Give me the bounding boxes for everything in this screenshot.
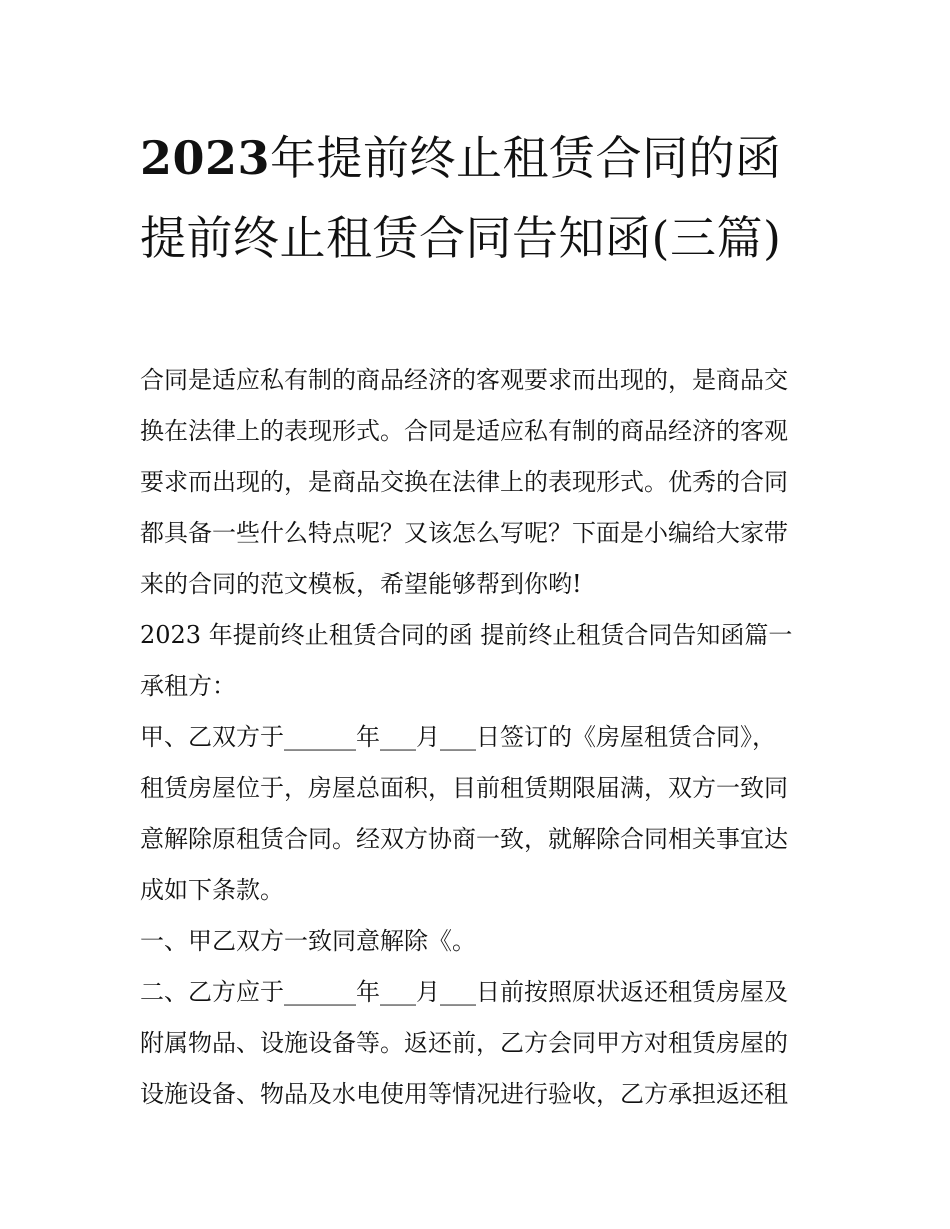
document-body bbox=[140, 355, 820, 1120]
body-line: 成如下条款。 bbox=[140, 876, 284, 904]
document-title bbox=[140, 118, 820, 278]
section-heading: 2023 年提前终止租赁合同的函 提前终止租赁合同告知函篇一 bbox=[140, 621, 793, 649]
body-line: 意解除原租赁合同。经双方协商一致，就解除合同相关事宜达 bbox=[140, 825, 788, 853]
title-text: 年提前终止租赁合同的函提前终止租赁合同告知函(三篇) bbox=[140, 131, 782, 265]
body-line: 设施设备、物品及水电使用等情况进行验收，乙方承担返还租 bbox=[140, 1080, 788, 1108]
body-line: 合同是适应私有制的商品经济的客观要求而出现的，是商品交 bbox=[140, 366, 788, 394]
body-line: 承租方： bbox=[140, 672, 236, 700]
title-year: 2023 bbox=[140, 131, 271, 185]
clause-1: 一、甲乙双方一致同意解除《。 bbox=[140, 927, 476, 955]
clause-2: 二、乙方应于______年___月___日前按照原状返还租赁房屋及 bbox=[140, 978, 788, 1006]
body-line: 都具备一些什么特点呢？又该怎么写呢？下面是小编给大家带 bbox=[140, 519, 788, 547]
body-line: 换在法律上的表现形式。合同是适应私有制的商品经济的客观 bbox=[140, 417, 788, 445]
body-line: 要求而出现的，是商品交换在法律上的表现形式。优秀的合同 bbox=[140, 468, 788, 496]
body-line: 来的合同的范文模板，希望能够帮到你哟! bbox=[140, 570, 582, 598]
body-line: 甲、乙双方于______年___月___日签订的《房屋租赁合同》， bbox=[140, 723, 776, 751]
body-line: 附属物品、设施设备等。返还前，乙方会同甲方对租赁房屋的 bbox=[140, 1029, 788, 1057]
body-line: 租赁房屋位于，房屋总面积，目前租赁期限届满，双方一致同 bbox=[140, 774, 788, 802]
